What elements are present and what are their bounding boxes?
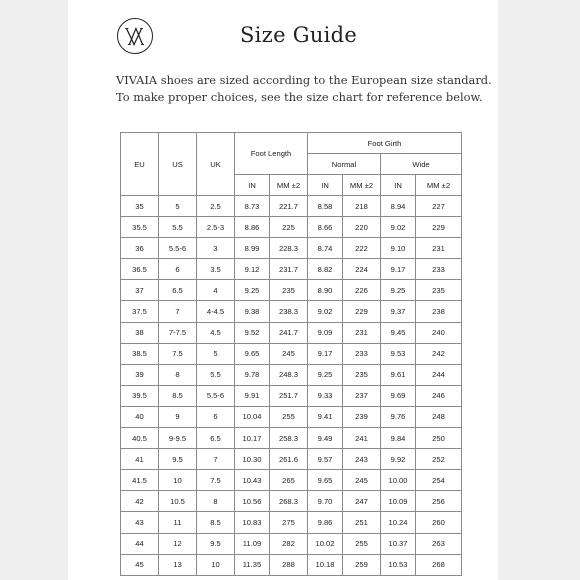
cell-normal-in: 9.57	[308, 449, 343, 470]
cell-eu: 44	[121, 533, 159, 554]
cell-wide-mm: 250	[416, 428, 462, 449]
cell-eu: 37.5	[121, 301, 159, 322]
cell-wide-mm: 233	[416, 259, 462, 280]
cell-wide-mm: 263	[416, 533, 462, 554]
cell-foot-length-in: 10.43	[235, 470, 270, 491]
brand-logo-icon	[117, 18, 153, 54]
size-rows	[121, 196, 462, 576]
cell-normal-in: 9.65	[308, 470, 343, 491]
cell-foot-length-mm: 225	[270, 217, 308, 238]
cell-foot-length-mm: 288	[270, 554, 308, 575]
cell-normal-in: 9.70	[308, 491, 343, 512]
cell-uk: 3.5	[197, 259, 235, 280]
cell-normal-mm: 237	[343, 385, 381, 406]
cell-wide-mm: 248	[416, 406, 462, 427]
cell-foot-length-in: 9.52	[235, 322, 270, 343]
cell-normal-in: 9.02	[308, 301, 343, 322]
cell-foot-length-in: 8.86	[235, 217, 270, 238]
cell-us: 12	[159, 533, 197, 554]
cell-wide-in: 10.37	[381, 533, 416, 554]
cell-wide-in: 9.45	[381, 322, 416, 343]
table-row	[121, 428, 462, 449]
cell-us: 6	[159, 259, 197, 280]
table-row	[121, 238, 462, 259]
cell-wide-in: 9.02	[381, 217, 416, 238]
cell-normal-mm: 259	[343, 554, 381, 575]
cell-us: 7.5	[159, 343, 197, 364]
cell-wide-in: 10.00	[381, 470, 416, 491]
cell-wide-mm: 242	[416, 343, 462, 364]
cell-wide-in: 9.25	[381, 280, 416, 301]
cell-wide-in: 9.37	[381, 301, 416, 322]
table-row	[121, 301, 462, 322]
cell-wide-in: 9.10	[381, 238, 416, 259]
cell-normal-in: 8.58	[308, 196, 343, 217]
cell-wide-in: 10.09	[381, 491, 416, 512]
table-row	[121, 343, 462, 364]
header-normal-in: IN	[308, 175, 343, 196]
header-length-mm: MM ±2	[270, 175, 308, 196]
cell-foot-length-mm: 255	[270, 406, 308, 427]
cell-uk: 7	[197, 449, 235, 470]
header-wide-in: IN	[381, 175, 416, 196]
cell-us: 11	[159, 512, 197, 533]
cell-foot-length-in: 10.56	[235, 491, 270, 512]
cell-wide-in: 9.84	[381, 428, 416, 449]
table-row	[121, 217, 462, 238]
table-row	[121, 364, 462, 385]
cell-uk: 3	[197, 238, 235, 259]
page-title: Size Guide	[240, 23, 358, 47]
cell-foot-length-in: 9.12	[235, 259, 270, 280]
cell-wide-in: 10.53	[381, 554, 416, 575]
cell-uk: 10	[197, 554, 235, 575]
cell-us: 6.5	[159, 280, 197, 301]
cell-foot-length-mm: 265	[270, 470, 308, 491]
cell-eu: 45	[121, 554, 159, 575]
cell-normal-in: 10.18	[308, 554, 343, 575]
intro-line-1: VIVAIA shoes are sized according to the European size standard.	[116, 73, 492, 87]
table-row	[121, 491, 462, 512]
cell-eu: 35.5	[121, 217, 159, 238]
cell-normal-mm: 245	[343, 470, 381, 491]
header-us: US	[159, 133, 197, 196]
cell-us: 9-9.5	[159, 428, 197, 449]
cell-eu: 35	[121, 196, 159, 217]
cell-us: 7	[159, 301, 197, 322]
table-row	[121, 470, 462, 491]
cell-normal-in: 9.17	[308, 343, 343, 364]
cell-normal-in: 9.09	[308, 322, 343, 343]
cell-wide-in: 9.69	[381, 385, 416, 406]
cell-uk: 8	[197, 491, 235, 512]
cell-eu: 36.5	[121, 259, 159, 280]
cell-wide-in: 10.24	[381, 512, 416, 533]
cell-foot-length-mm: 261.6	[270, 449, 308, 470]
cell-us: 5	[159, 196, 197, 217]
cell-normal-in: 10.02	[308, 533, 343, 554]
cell-us: 7-7.5	[159, 322, 197, 343]
cell-wide-mm: 238	[416, 301, 462, 322]
cell-foot-length-mm: 275	[270, 512, 308, 533]
cell-eu: 36	[121, 238, 159, 259]
header-wide-mm: MM ±2	[416, 175, 462, 196]
cell-normal-mm: 222	[343, 238, 381, 259]
cell-wide-mm: 256	[416, 491, 462, 512]
cell-wide-in: 9.61	[381, 364, 416, 385]
cell-eu: 39	[121, 364, 159, 385]
cell-foot-length-in: 11.09	[235, 533, 270, 554]
cell-wide-mm: 229	[416, 217, 462, 238]
cell-wide-mm: 244	[416, 364, 462, 385]
size-chart-table	[120, 132, 462, 576]
cell-foot-length-in: 9.38	[235, 301, 270, 322]
header-wide: Wide	[381, 154, 462, 175]
cell-foot-length-mm: 258.3	[270, 428, 308, 449]
cell-eu: 41	[121, 449, 159, 470]
cell-uk: 4.5	[197, 322, 235, 343]
header-normal: Normal	[308, 154, 381, 175]
cell-uk: 5.5	[197, 364, 235, 385]
cell-us: 5.5	[159, 217, 197, 238]
cell-normal-mm: 243	[343, 449, 381, 470]
cell-wide-in: 8.94	[381, 196, 416, 217]
cell-uk: 5	[197, 343, 235, 364]
cell-normal-in: 9.41	[308, 406, 343, 427]
cell-foot-length-in: 9.78	[235, 364, 270, 385]
cell-uk: 9.5	[197, 533, 235, 554]
header-uk: UK	[197, 133, 235, 196]
header-normal-mm: MM ±2	[343, 175, 381, 196]
cell-eu: 40.5	[121, 428, 159, 449]
cell-uk: 6	[197, 406, 235, 427]
cell-wide-mm: 227	[416, 196, 462, 217]
cell-wide-mm: 252	[416, 449, 462, 470]
cell-foot-length-mm: 241.7	[270, 322, 308, 343]
cell-normal-mm: 255	[343, 533, 381, 554]
cell-uk: 4	[197, 280, 235, 301]
cell-foot-length-mm: 228.3	[270, 238, 308, 259]
cell-normal-mm: 233	[343, 343, 381, 364]
cell-foot-length-mm: 235	[270, 280, 308, 301]
cell-us: 8	[159, 364, 197, 385]
cell-foot-length-in: 9.25	[235, 280, 270, 301]
cell-uk: 6.5	[197, 428, 235, 449]
table-row	[121, 259, 462, 280]
cell-uk: 4-4.5	[197, 301, 235, 322]
cell-us: 8.5	[159, 385, 197, 406]
cell-uk: 2.5-3	[197, 217, 235, 238]
cell-normal-mm: 220	[343, 217, 381, 238]
cell-foot-length-in: 8.99	[235, 238, 270, 259]
cell-eu: 38	[121, 322, 159, 343]
cell-us: 13	[159, 554, 197, 575]
cell-normal-mm: 247	[343, 491, 381, 512]
cell-normal-mm: 241	[343, 428, 381, 449]
cell-uk: 5.5-6	[197, 385, 235, 406]
table-row	[121, 554, 462, 575]
cell-normal-in: 8.90	[308, 280, 343, 301]
cell-wide-mm: 246	[416, 385, 462, 406]
table-row	[121, 449, 462, 470]
cell-eu: 38.5	[121, 343, 159, 364]
cell-us: 9.5	[159, 449, 197, 470]
cell-eu: 43	[121, 512, 159, 533]
cell-foot-length-in: 10.04	[235, 406, 270, 427]
cell-eu: 39.5	[121, 385, 159, 406]
cell-normal-mm: 226	[343, 280, 381, 301]
table-row	[121, 322, 462, 343]
cell-normal-in: 9.25	[308, 364, 343, 385]
cell-foot-length-mm: 251.7	[270, 385, 308, 406]
cell-normal-mm: 251	[343, 512, 381, 533]
cell-foot-length-in: 10.17	[235, 428, 270, 449]
header-foot-girth: Foot Girth	[308, 133, 462, 154]
cell-us: 10.5	[159, 491, 197, 512]
cell-us: 10	[159, 470, 197, 491]
cell-wide-in: 9.76	[381, 406, 416, 427]
cell-foot-length-mm: 238.3	[270, 301, 308, 322]
header-length-in: IN	[235, 175, 270, 196]
intro-line-2: To make proper choices, see the size chart for reference below.	[116, 90, 483, 104]
cell-uk: 7.5	[197, 470, 235, 491]
cell-foot-length-in: 8.73	[235, 196, 270, 217]
cell-wide-mm: 254	[416, 470, 462, 491]
cell-normal-mm: 224	[343, 259, 381, 280]
cell-normal-in: 9.49	[308, 428, 343, 449]
cell-uk: 2.5	[197, 196, 235, 217]
cell-normal-mm: 239	[343, 406, 381, 427]
intro-text	[116, 72, 492, 106]
table-row	[121, 385, 462, 406]
cell-us: 5.5-6	[159, 238, 197, 259]
header-foot-length: Foot Length	[235, 133, 308, 175]
cell-wide-mm: 231	[416, 238, 462, 259]
cell-foot-length-in: 10.83	[235, 512, 270, 533]
cell-wide-in: 9.53	[381, 343, 416, 364]
cell-wide-mm: 260	[416, 512, 462, 533]
cell-foot-length-in: 9.91	[235, 385, 270, 406]
cell-normal-in: 8.66	[308, 217, 343, 238]
cell-normal-in: 9.33	[308, 385, 343, 406]
cell-wide-in: 9.17	[381, 259, 416, 280]
cell-foot-length-mm: 231.7	[270, 259, 308, 280]
cell-foot-length-mm: 268.3	[270, 491, 308, 512]
cell-normal-mm: 229	[343, 301, 381, 322]
table-row	[121, 196, 462, 217]
table-row	[121, 406, 462, 427]
cell-eu: 41.5	[121, 470, 159, 491]
cell-uk: 8.5	[197, 512, 235, 533]
cell-foot-length-mm: 248.3	[270, 364, 308, 385]
cell-foot-length-mm: 282	[270, 533, 308, 554]
cell-us: 9	[159, 406, 197, 427]
cell-normal-mm: 218	[343, 196, 381, 217]
cell-foot-length-in: 10.30	[235, 449, 270, 470]
table-row	[121, 512, 462, 533]
cell-normal-mm: 231	[343, 322, 381, 343]
cell-foot-length-in: 9.65	[235, 343, 270, 364]
cell-foot-length-in: 11.35	[235, 554, 270, 575]
cell-wide-mm: 268	[416, 554, 462, 575]
table-row	[121, 533, 462, 554]
cell-normal-in: 9.86	[308, 512, 343, 533]
cell-wide-in: 9.92	[381, 449, 416, 470]
cell-wide-mm: 240	[416, 322, 462, 343]
table-row	[121, 280, 462, 301]
cell-wide-mm: 235	[416, 280, 462, 301]
header-eu: EU	[121, 133, 159, 196]
cell-normal-mm: 235	[343, 364, 381, 385]
cell-normal-in: 8.82	[308, 259, 343, 280]
cell-foot-length-mm: 245	[270, 343, 308, 364]
cell-normal-in: 8.74	[308, 238, 343, 259]
cell-foot-length-mm: 221.7	[270, 196, 308, 217]
cell-eu: 37	[121, 280, 159, 301]
cell-eu: 40	[121, 406, 159, 427]
cell-eu: 42	[121, 491, 159, 512]
